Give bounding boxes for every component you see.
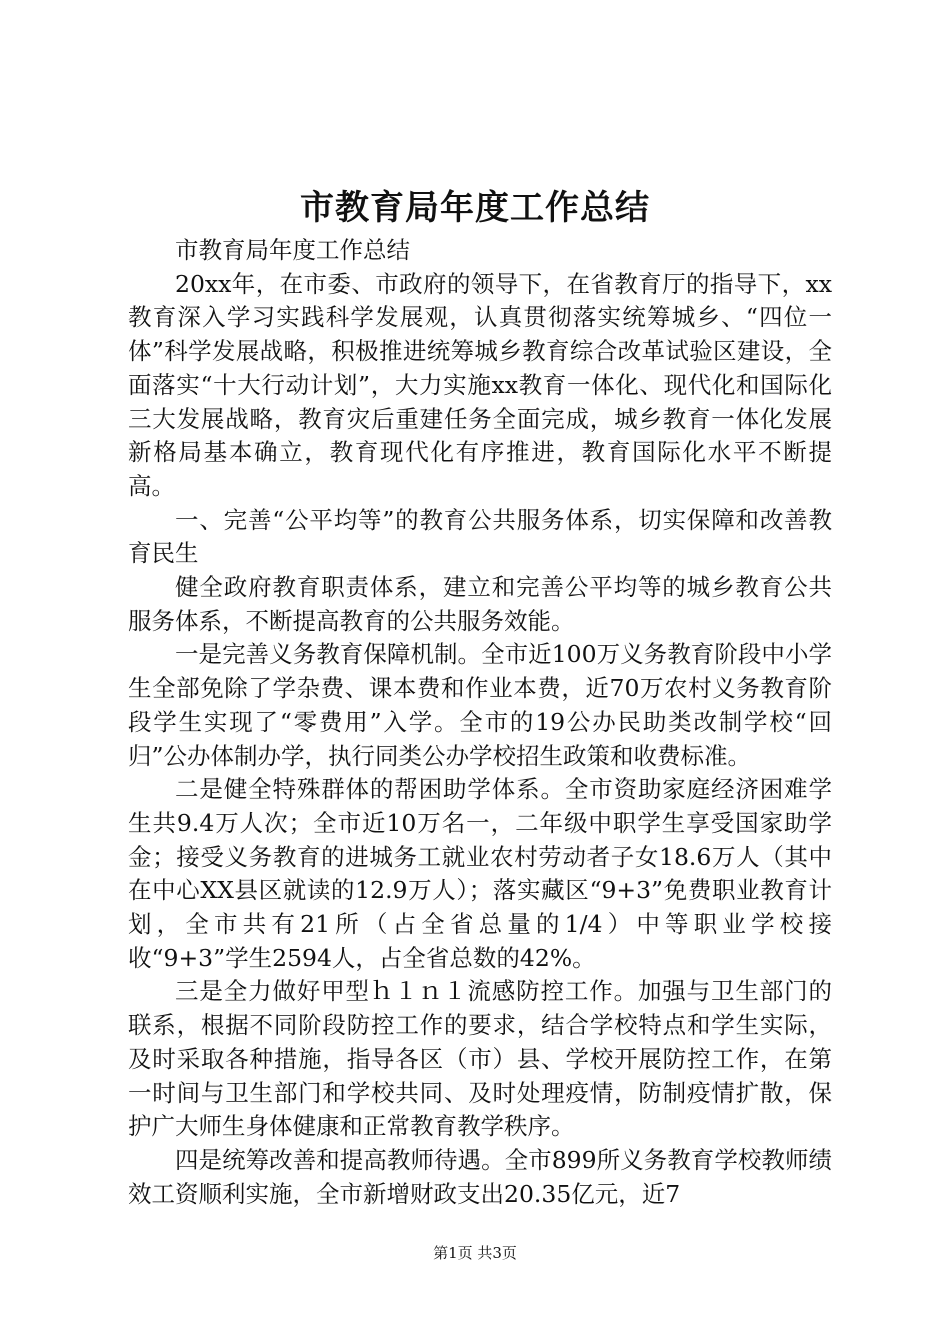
- document-body: [128, 234, 832, 1211]
- paragraph-section-1-intro: 健全政府教育职责体系，建立和完善公平均等的城乡教育公共服务体系，不断提高教育的公共服务效能。: [128, 573, 832, 635]
- section-heading-1: 一、完善“公平均等”的教育公共服务体系，切实保障和改善教育民生: [128, 505, 832, 568]
- paragraph-point-4: 四是统筹改善和提高教师待遇。全市899所义务教育学校教师绩效工资顺利实施，全市新增财政支出20.35亿元，近7: [128, 1145, 832, 1208]
- paragraph-point-1: 一是完善义务教育保障机制。全市近100万义务教育阶段中小学生全部免除了学杂费、课本费和作业本费，近70万农村义务教育阶段学生实现了“零费用”入学。全市的19公办民助类改制学校“回归”公办体制办学，执行同类公办学校招生政策和收费标准。: [128, 640, 832, 770]
- paragraph-point-3: 三是全力做好甲型ｈ１ｎ１流感防控工作。加强与卫生部门的联系，根据不同阶段防控工作的要求，结合学校特点和学生实际，及时采取各种措施，指导各区（市）县、学校开展防控工作，在第一时间与卫生部门和学校共同、及时处理疫情，防制疫情扩散，保护广大师生身体健康和正常教育教学秩序。: [128, 977, 832, 1141]
- document-title: 市教育局年度工作总结: [300, 188, 650, 228]
- page-footer: 第1页 共3页: [433, 1244, 517, 1262]
- paragraph-point-2: 二是健全特殊群体的帮困助学体系。全市资助家庭经济困难学生共9.4万人次；全市近10万名一，二年级中职学生享受国家助学金；接受义务教育的进城务工就业农村劳动者子女18.6万人（其中在中心XX县区就读的12.9万人）；落实藏区“9+3”免费职业教育计划，全市共有21所（占全省总量的1/4）中等职业学校接收“9+3”学生2594人，占全省总数的42%。: [128, 775, 832, 972]
- paragraph-intro: 20xx年，在市委、市政府的领导下，在省教育厅的指导下，xx教育深入学习实践科学发展观，认真贯彻落实统筹城乡、“四位一体”科学发展战略，积极推进统筹城乡教育综合改革试验区建设，全面落实“十大行动计划”，大力实施xx教育一体化、现代化和国际化三大发展战略，教育灾后重建任务全面完成，城乡教育一体化发展新格局基本确立，教育现代化有序推进，教育国际化水平不断提高。: [128, 269, 832, 500]
- paragraph-subtitle: 市教育局年度工作总结: [175, 236, 410, 264]
